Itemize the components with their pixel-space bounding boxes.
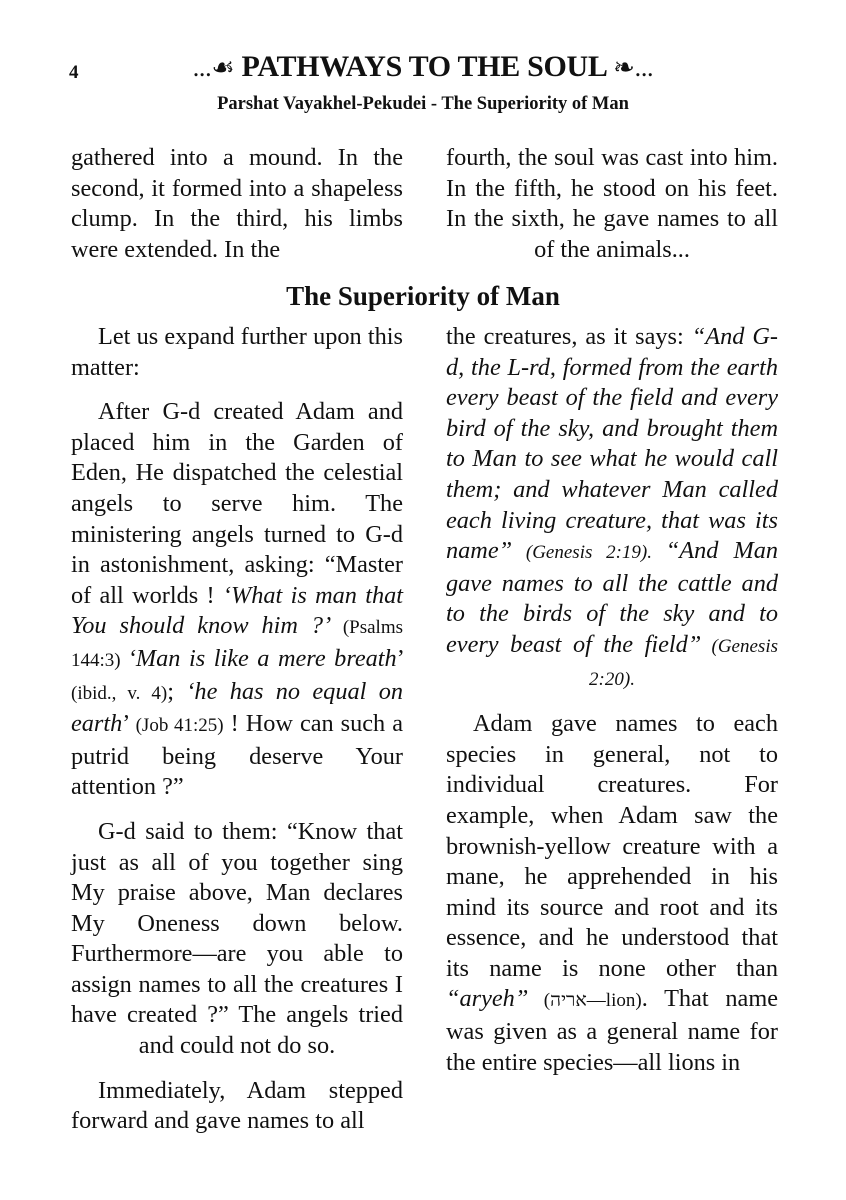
citation-run: (אריה—lion) [528, 990, 642, 1012]
paragraph [71, 397, 403, 803]
quote-run: “aryeh” [446, 985, 529, 1013]
chapter-subtitle: Parshat Vayakhel-Pekudei - The Superiority of Man [217, 94, 629, 114]
text-run: ’ [122, 710, 136, 738]
paragraph [446, 322, 778, 695]
quote-run: “And Man gave names to all the cattle and to the birds of the sky and to every beast of the field” [446, 537, 779, 658]
body-right-column [446, 322, 778, 1092]
citation-run: (Job 41:25) [135, 715, 224, 737]
paragraph [71, 322, 403, 383]
citation-run: (Genesis 2:20). [589, 635, 778, 690]
quote-run: “And G-d, the L-rd, formed from the earth every beast of the field and every bird of the sky, and brought them to Man to see what he would call them; and whatever Man called each living creature, that was its name” [446, 323, 778, 565]
paragraph [71, 1076, 403, 1137]
text-run: . That name was given as a general name for the entire species—all lions in [446, 985, 778, 1076]
text-run: fourth, the soul was cast into him. In the fifth, he stood on his feet. In the sixth, he gave names to all of the animals... [446, 144, 778, 263]
paragraph [446, 143, 778, 265]
section-title: The Superiority of Man [286, 281, 560, 311]
text-run: gathered into a mound. In the second, it formed into a shapeless clump. In the third, his limbs were extended. In the [71, 144, 403, 263]
ornament-left-icon: ...☙ [192, 53, 235, 82]
citation-run: (Psalms 144:3) [71, 617, 403, 671]
text-run: After G-d created Adam and placed him in the Garden of Eden, He dispatched the celestial angels to serve him. The ministering angels turned to G-d in astonishment, asking: “Master of all worlds ! [71, 398, 403, 609]
text-run: Adam gave names to each species in general, not to individual creatures. For example, when Adam saw the brownish-yellow creature with a mane, he apprehended in his mind its source and root and its essence, and he understood that its name is none other than [446, 710, 778, 982]
text-run: ; [167, 677, 187, 705]
paragraph [71, 143, 403, 265]
paragraph [446, 709, 778, 1078]
text-run: G-d said to them: “Know that just as all of you together sing My praise above, Man declares My Oneness down below. Furthermore—are you able to assign names to all the creatures I have created ?” The angels tried and could not do so. [71, 817, 403, 1060]
quote-run: ‘he has no equal on earth [71, 677, 404, 738]
quote-run: ‘What is man that You should know him ?’ [71, 581, 403, 640]
citation-run: (ibid., v. 4) [71, 682, 168, 704]
top-left-column [71, 143, 403, 279]
body-left-column [71, 322, 403, 1151]
page-number: 4 [69, 62, 79, 83]
paragraph [71, 817, 403, 1062]
ornament-right-icon: ❧... [613, 53, 654, 82]
text-run: ’ [396, 644, 403, 672]
text-run: Let us expand further upon this matter: [71, 323, 403, 381]
text-run: ! How can such a putrid being deserve Your attention ?” [71, 710, 403, 801]
running-header [0, 50, 846, 84]
citation-run: (Genesis 2:19). [512, 542, 666, 564]
book-title: PATHWAYS TO THE SOUL [241, 50, 606, 83]
text-run: Immediately, Adam stepped forward and gave names to all [71, 1076, 403, 1135]
quote-run: ‘Man is like a mere breath [127, 644, 397, 672]
text-run: the creatures, as it says: [446, 323, 692, 350]
top-right-column [446, 143, 778, 279]
